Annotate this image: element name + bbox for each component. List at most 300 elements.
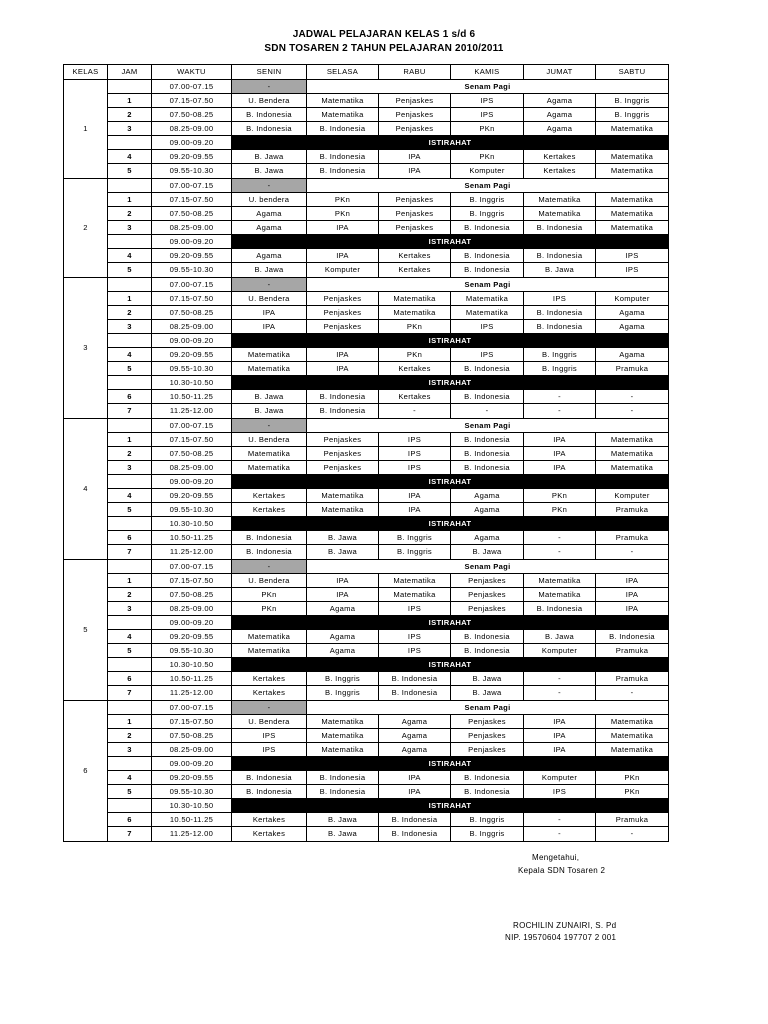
istirahat-cell: ISTIRAHAT [232, 376, 669, 390]
senin-cell: - [232, 179, 307, 193]
jumat-cell: Kertakes [524, 150, 596, 164]
selasa-cell: Penjaskes [307, 306, 379, 320]
sabtu-cell: Pramuka [596, 672, 669, 686]
senam-pagi-cell: Senam Pagi [307, 278, 669, 292]
kamis-cell: B. Indonesia [451, 263, 524, 278]
document-title: JADWAL PELAJARAN KELAS 1 s/d 6 [292, 29, 476, 40]
waktu-cell: 10.50-11.25 [152, 531, 232, 545]
kamis-cell: Matematika [451, 292, 524, 306]
sabtu-cell: IPA [596, 574, 669, 588]
jumat-cell: B. Jawa [524, 263, 596, 278]
waktu-cell: 09.00-09.20 [152, 757, 232, 771]
table-row [64, 193, 669, 207]
jam-cell: 6 [108, 813, 152, 827]
waktu-cell: 07.00-07.15 [152, 179, 232, 193]
waktu-cell: 10.50-11.25 [152, 390, 232, 404]
jam-cell: 6 [108, 672, 152, 686]
jumat-cell: Matematika [524, 574, 596, 588]
rabu-cell: Penjaskes [379, 122, 451, 136]
rabu-cell: Kertakes [379, 263, 451, 278]
senin-cell: Agama [232, 249, 307, 263]
table-row [64, 757, 669, 771]
senin-cell: U. Bendera [232, 94, 307, 108]
rabu-cell: IPA [379, 771, 451, 785]
rabu-cell: B. Inggris [379, 531, 451, 545]
selasa-cell: B. Indonesia [307, 164, 379, 179]
istirahat-cell: ISTIRAHAT [232, 475, 669, 489]
jam-cell: 3 [108, 122, 152, 136]
jam-cell: 5 [108, 164, 152, 179]
table-row [64, 588, 669, 602]
waktu-cell: 10.30-10.50 [152, 517, 232, 531]
jam-cell: 4 [108, 348, 152, 362]
waktu-cell: 11.25-12.00 [152, 686, 232, 701]
kamis-cell: B. Indonesia [451, 447, 524, 461]
kamis-cell: Penjaskes [451, 574, 524, 588]
senin-cell: B. Indonesia [232, 531, 307, 545]
table-row [64, 461, 669, 475]
jam-cell: 3 [108, 461, 152, 475]
senin-cell: Kertakes [232, 489, 307, 503]
istirahat-cell: ISTIRAHAT [232, 658, 669, 672]
sabtu-cell: Pramuka [596, 644, 669, 658]
col-header-jam: JAM [108, 65, 152, 80]
selasa-cell: Matematika [307, 108, 379, 122]
rabu-cell: B. Indonesia [379, 827, 451, 842]
table-row [64, 630, 669, 644]
selasa-cell: Matematika [307, 94, 379, 108]
document-subtitle: SDN TOSAREN 2 TAHUN PELAJARAN 2010/2011 [264, 43, 504, 54]
jam-cell: 4 [108, 150, 152, 164]
waktu-cell: 11.25-12.00 [152, 827, 232, 842]
waktu-cell: 08.25-09.00 [152, 602, 232, 616]
waktu-cell: 10.50-11.25 [152, 813, 232, 827]
senin-cell: Kertakes [232, 503, 307, 517]
kamis-cell: B. Indonesia [451, 221, 524, 235]
jam-cell: 6 [108, 531, 152, 545]
jumat-cell: Kertakes [524, 164, 596, 179]
selasa-cell: Penjaskes [307, 447, 379, 461]
rabu-cell: IPS [379, 447, 451, 461]
waktu-cell: 08.25-09.00 [152, 221, 232, 235]
selasa-cell: PKn [307, 193, 379, 207]
jam-cell [108, 80, 152, 94]
sabtu-cell: Matematika [596, 447, 669, 461]
selasa-cell: Matematika [307, 729, 379, 743]
kamis-cell: B. Indonesia [451, 249, 524, 263]
rabu-cell: Kertakes [379, 362, 451, 376]
waktu-cell: 07.50-08.25 [152, 306, 232, 320]
istirahat-cell: ISTIRAHAT [232, 235, 669, 249]
senin-cell: U. Bendera [232, 574, 307, 588]
rabu-cell: IPS [379, 433, 451, 447]
jumat-cell: B. Inggris [524, 362, 596, 376]
selasa-cell: Agama [307, 644, 379, 658]
senin-cell: Kertakes [232, 827, 307, 842]
istirahat-cell: ISTIRAHAT [232, 517, 669, 531]
table-row [64, 813, 669, 827]
senin-cell: PKn [232, 588, 307, 602]
sabtu-cell: Komputer [596, 489, 669, 503]
table-row [64, 729, 669, 743]
senin-cell: Matematika [232, 447, 307, 461]
kamis-cell: Penjaskes [451, 588, 524, 602]
selasa-cell: B. Indonesia [307, 404, 379, 419]
sabtu-cell: Pramuka [596, 531, 669, 545]
jumat-cell: PKn [524, 489, 596, 503]
kamis-cell: Agama [451, 531, 524, 545]
jam-cell [108, 799, 152, 813]
jam-cell [108, 278, 152, 292]
selasa-cell: IPA [307, 221, 379, 235]
waktu-cell: 07.15-07.50 [152, 715, 232, 729]
jam-cell: 5 [108, 263, 152, 278]
waktu-cell: 10.30-10.50 [152, 658, 232, 672]
sabtu-cell: - [596, 545, 669, 560]
kamis-cell: Agama [451, 489, 524, 503]
sabtu-cell: - [596, 404, 669, 419]
table-row [64, 827, 669, 842]
rabu-cell: Matematika [379, 574, 451, 588]
selasa-cell: B. Indonesia [307, 122, 379, 136]
rabu-cell: IPA [379, 503, 451, 517]
senin-cell: Agama [232, 221, 307, 235]
waktu-cell: 07.15-07.50 [152, 94, 232, 108]
signature-nip: NIP. 19570604 197707 2 001 [505, 933, 617, 942]
signature-name: ROCHILIN ZUNAIRI, S. Pd [513, 921, 617, 930]
jam-cell: 5 [108, 644, 152, 658]
jam-cell [108, 701, 152, 715]
senin-cell: Agama [232, 207, 307, 221]
sabtu-cell: Komputer [596, 292, 669, 306]
jumat-cell: Matematika [524, 193, 596, 207]
jumat-cell: B. Indonesia [524, 320, 596, 334]
senin-cell: Matematika [232, 630, 307, 644]
selasa-cell: B. Jawa [307, 531, 379, 545]
kamis-cell: Penjaskes [451, 715, 524, 729]
table-row [64, 348, 669, 362]
jam-cell [108, 376, 152, 390]
table-row [64, 517, 669, 531]
rabu-cell: B. Indonesia [379, 686, 451, 701]
selasa-cell: Matematika [307, 489, 379, 503]
selasa-cell: B. Indonesia [307, 785, 379, 799]
waktu-cell: 09.00-09.20 [152, 235, 232, 249]
kamis-cell: PKn [451, 122, 524, 136]
col-header-rabu: RABU [379, 65, 451, 80]
jam-cell: 7 [108, 686, 152, 701]
jumat-cell: B. Indonesia [524, 221, 596, 235]
table-row [64, 489, 669, 503]
selasa-cell: B. Indonesia [307, 390, 379, 404]
waktu-cell: 08.25-09.00 [152, 122, 232, 136]
sabtu-cell: Matematika [596, 207, 669, 221]
rabu-cell: PKn [379, 320, 451, 334]
senin-cell: - [232, 80, 307, 94]
selasa-cell: Matematika [307, 743, 379, 757]
selasa-cell: IPA [307, 574, 379, 588]
sabtu-cell: Matematika [596, 164, 669, 179]
senam-pagi-cell: Senam Pagi [307, 560, 669, 574]
rabu-cell: Penjaskes [379, 94, 451, 108]
table-row [64, 278, 669, 292]
senin-cell: B. Indonesia [232, 545, 307, 560]
rabu-cell: Agama [379, 743, 451, 757]
rabu-cell: IPS [379, 630, 451, 644]
jumat-cell: B. Jawa [524, 630, 596, 644]
jam-cell: 4 [108, 489, 152, 503]
jumat-cell: B. Indonesia [524, 249, 596, 263]
senin-cell: U. Bendera [232, 715, 307, 729]
jam-cell [108, 235, 152, 249]
waktu-cell: 10.30-10.50 [152, 799, 232, 813]
jam-cell: 1 [108, 193, 152, 207]
table-row [64, 602, 669, 616]
sabtu-cell: IPA [596, 588, 669, 602]
table-row [64, 263, 669, 278]
jam-cell: 5 [108, 503, 152, 517]
jumat-cell: IPS [524, 785, 596, 799]
table-row [64, 376, 669, 390]
table-row [64, 136, 669, 150]
table-row [64, 179, 669, 193]
selasa-cell: Agama [307, 630, 379, 644]
table-row [64, 771, 669, 785]
rabu-cell: IPA [379, 489, 451, 503]
rabu-cell: PKn [379, 348, 451, 362]
waktu-cell: 08.25-09.00 [152, 461, 232, 475]
senin-cell: - [232, 278, 307, 292]
jumat-cell: Komputer [524, 771, 596, 785]
senin-cell: IPA [232, 320, 307, 334]
sabtu-cell: Agama [596, 348, 669, 362]
rabu-cell: IPS [379, 602, 451, 616]
col-header-kelas: KELAS [64, 65, 108, 80]
kamis-cell: Agama [451, 503, 524, 517]
jam-cell [108, 475, 152, 489]
kamis-cell: Penjaskes [451, 729, 524, 743]
selasa-cell: Agama [307, 602, 379, 616]
senin-cell: Matematika [232, 348, 307, 362]
sabtu-cell: Agama [596, 320, 669, 334]
selasa-cell: B. Inggris [307, 672, 379, 686]
kamis-cell: B. Indonesia [451, 644, 524, 658]
sabtu-cell: Matematika [596, 729, 669, 743]
rabu-cell: Matematika [379, 306, 451, 320]
selasa-cell: Penjaskes [307, 292, 379, 306]
selasa-cell: B. Jawa [307, 813, 379, 827]
sabtu-cell: Matematika [596, 193, 669, 207]
jam-cell: 3 [108, 743, 152, 757]
jam-cell: 5 [108, 785, 152, 799]
kamis-cell: B. Indonesia [451, 362, 524, 376]
jam-cell: 1 [108, 715, 152, 729]
senam-pagi-cell: Senam Pagi [307, 80, 669, 94]
senin-cell: Matematika [232, 362, 307, 376]
table-row [64, 560, 669, 574]
rabu-cell: Penjaskes [379, 193, 451, 207]
table-row [64, 743, 669, 757]
schedule-table [63, 64, 669, 842]
col-header-sabtu: SABTU [596, 65, 669, 80]
rabu-cell: B. Indonesia [379, 672, 451, 686]
kamis-cell: Penjaskes [451, 602, 524, 616]
signature-position: Kepala SDN Tosaren 2 [518, 866, 606, 875]
sabtu-cell: IPS [596, 249, 669, 263]
jam-cell [108, 658, 152, 672]
jam-cell: 7 [108, 404, 152, 419]
waktu-cell: 07.50-08.25 [152, 207, 232, 221]
kamis-cell: B. Indonesia [451, 433, 524, 447]
jam-cell [108, 757, 152, 771]
header-row [64, 65, 669, 80]
rabu-cell: Penjaskes [379, 108, 451, 122]
kamis-cell: IPS [451, 320, 524, 334]
sabtu-cell: Matematika [596, 715, 669, 729]
jam-cell: 2 [108, 207, 152, 221]
jumat-cell: B. Indonesia [524, 306, 596, 320]
col-header-senin: SENIN [232, 65, 307, 80]
kamis-cell: B. Indonesia [451, 630, 524, 644]
table-row [64, 122, 669, 136]
jam-cell [108, 334, 152, 348]
jumat-cell: PKn [524, 503, 596, 517]
jumat-cell: Agama [524, 122, 596, 136]
kamis-cell: B. Jawa [451, 686, 524, 701]
jumat-cell: IPA [524, 729, 596, 743]
jam-cell: 2 [108, 588, 152, 602]
jumat-cell: Matematika [524, 207, 596, 221]
selasa-cell: IPA [307, 348, 379, 362]
rabu-cell: Kertakes [379, 390, 451, 404]
table-row [64, 404, 669, 419]
kamis-cell: PKn [451, 150, 524, 164]
jam-cell: 3 [108, 221, 152, 235]
waktu-cell: 09.00-09.20 [152, 616, 232, 630]
sabtu-cell: B. Inggris [596, 108, 669, 122]
table-row [64, 362, 669, 376]
kelas-cell: 1 [64, 80, 108, 179]
waktu-cell: 08.25-09.00 [152, 320, 232, 334]
jumat-cell: B. Inggris [524, 348, 596, 362]
waktu-cell: 07.15-07.50 [152, 193, 232, 207]
sabtu-cell: Matematika [596, 122, 669, 136]
table-row [64, 785, 669, 799]
table-row [64, 306, 669, 320]
sabtu-cell: Agama [596, 306, 669, 320]
senin-cell: Kertakes [232, 686, 307, 701]
table-row [64, 334, 669, 348]
rabu-cell: Matematika [379, 292, 451, 306]
jumat-cell: IPA [524, 461, 596, 475]
sabtu-cell: Matematika [596, 433, 669, 447]
selasa-cell: IPA [307, 362, 379, 376]
waktu-cell: 09.20-09.55 [152, 348, 232, 362]
senin-cell: B. Indonesia [232, 108, 307, 122]
senin-cell: Matematika [232, 644, 307, 658]
kamis-cell: Komputer [451, 164, 524, 179]
waktu-cell: 07.50-08.25 [152, 108, 232, 122]
kamis-cell: B. Indonesia [451, 461, 524, 475]
selasa-cell: IPA [307, 249, 379, 263]
table-row [64, 419, 669, 433]
jumat-cell: - [524, 827, 596, 842]
jam-cell: 1 [108, 292, 152, 306]
jumat-cell: Agama [524, 108, 596, 122]
table-row [64, 108, 669, 122]
waktu-cell: 11.25-12.00 [152, 404, 232, 419]
jam-cell: 3 [108, 602, 152, 616]
waktu-cell: 09.20-09.55 [152, 771, 232, 785]
selasa-cell: Penjaskes [307, 461, 379, 475]
senin-cell: B. Indonesia [232, 771, 307, 785]
jam-cell: 4 [108, 771, 152, 785]
jumat-cell: Agama [524, 94, 596, 108]
senam-pagi-cell: Senam Pagi [307, 179, 669, 193]
senin-cell: Matematika [232, 461, 307, 475]
senam-pagi-cell: Senam Pagi [307, 419, 669, 433]
kamis-cell: - [451, 404, 524, 419]
table-row [64, 390, 669, 404]
jumat-cell: B. Indonesia [524, 602, 596, 616]
istirahat-cell: ISTIRAHAT [232, 616, 669, 630]
kamis-cell: IPS [451, 108, 524, 122]
sabtu-cell: Matematika [596, 221, 669, 235]
jam-cell [108, 136, 152, 150]
waktu-cell: 09.55-10.30 [152, 503, 232, 517]
kamis-cell: B. Jawa [451, 545, 524, 560]
jumat-cell: - [524, 390, 596, 404]
col-header-selasa: SELASA [307, 65, 379, 80]
istirahat-cell: ISTIRAHAT [232, 334, 669, 348]
selasa-cell: Matematika [307, 503, 379, 517]
sabtu-cell: Matematika [596, 461, 669, 475]
jumat-cell: - [524, 531, 596, 545]
sabtu-cell: - [596, 686, 669, 701]
table-row [64, 249, 669, 263]
rabu-cell: B. Indonesia [379, 813, 451, 827]
rabu-cell: IPA [379, 785, 451, 799]
kamis-cell: B. Indonesia [451, 785, 524, 799]
sabtu-cell: Pramuka [596, 362, 669, 376]
table-row [64, 799, 669, 813]
jam-cell: 3 [108, 320, 152, 334]
waktu-cell: 07.00-07.15 [152, 560, 232, 574]
waktu-cell: 07.00-07.15 [152, 701, 232, 715]
waktu-cell: 10.50-11.25 [152, 672, 232, 686]
waktu-cell: 09.20-09.55 [152, 249, 232, 263]
senin-cell: B. Indonesia [232, 785, 307, 799]
jam-cell: 2 [108, 729, 152, 743]
sabtu-cell: Matematika [596, 743, 669, 757]
kamis-cell: B. Indonesia [451, 771, 524, 785]
waktu-cell: 07.50-08.25 [152, 588, 232, 602]
table-row [64, 150, 669, 164]
rabu-cell: Penjaskes [379, 221, 451, 235]
jam-cell [108, 419, 152, 433]
table-row [64, 574, 669, 588]
waktu-cell: 09.55-10.30 [152, 785, 232, 799]
waktu-cell: 09.20-09.55 [152, 489, 232, 503]
senin-cell: U. Bendera [232, 433, 307, 447]
selasa-cell: B. Jawa [307, 827, 379, 842]
sabtu-cell: - [596, 827, 669, 842]
jam-cell: 1 [108, 574, 152, 588]
rabu-cell: - [379, 404, 451, 419]
waktu-cell: 07.00-07.15 [152, 419, 232, 433]
table-row [64, 658, 669, 672]
kelas-cell: 3 [64, 278, 108, 419]
